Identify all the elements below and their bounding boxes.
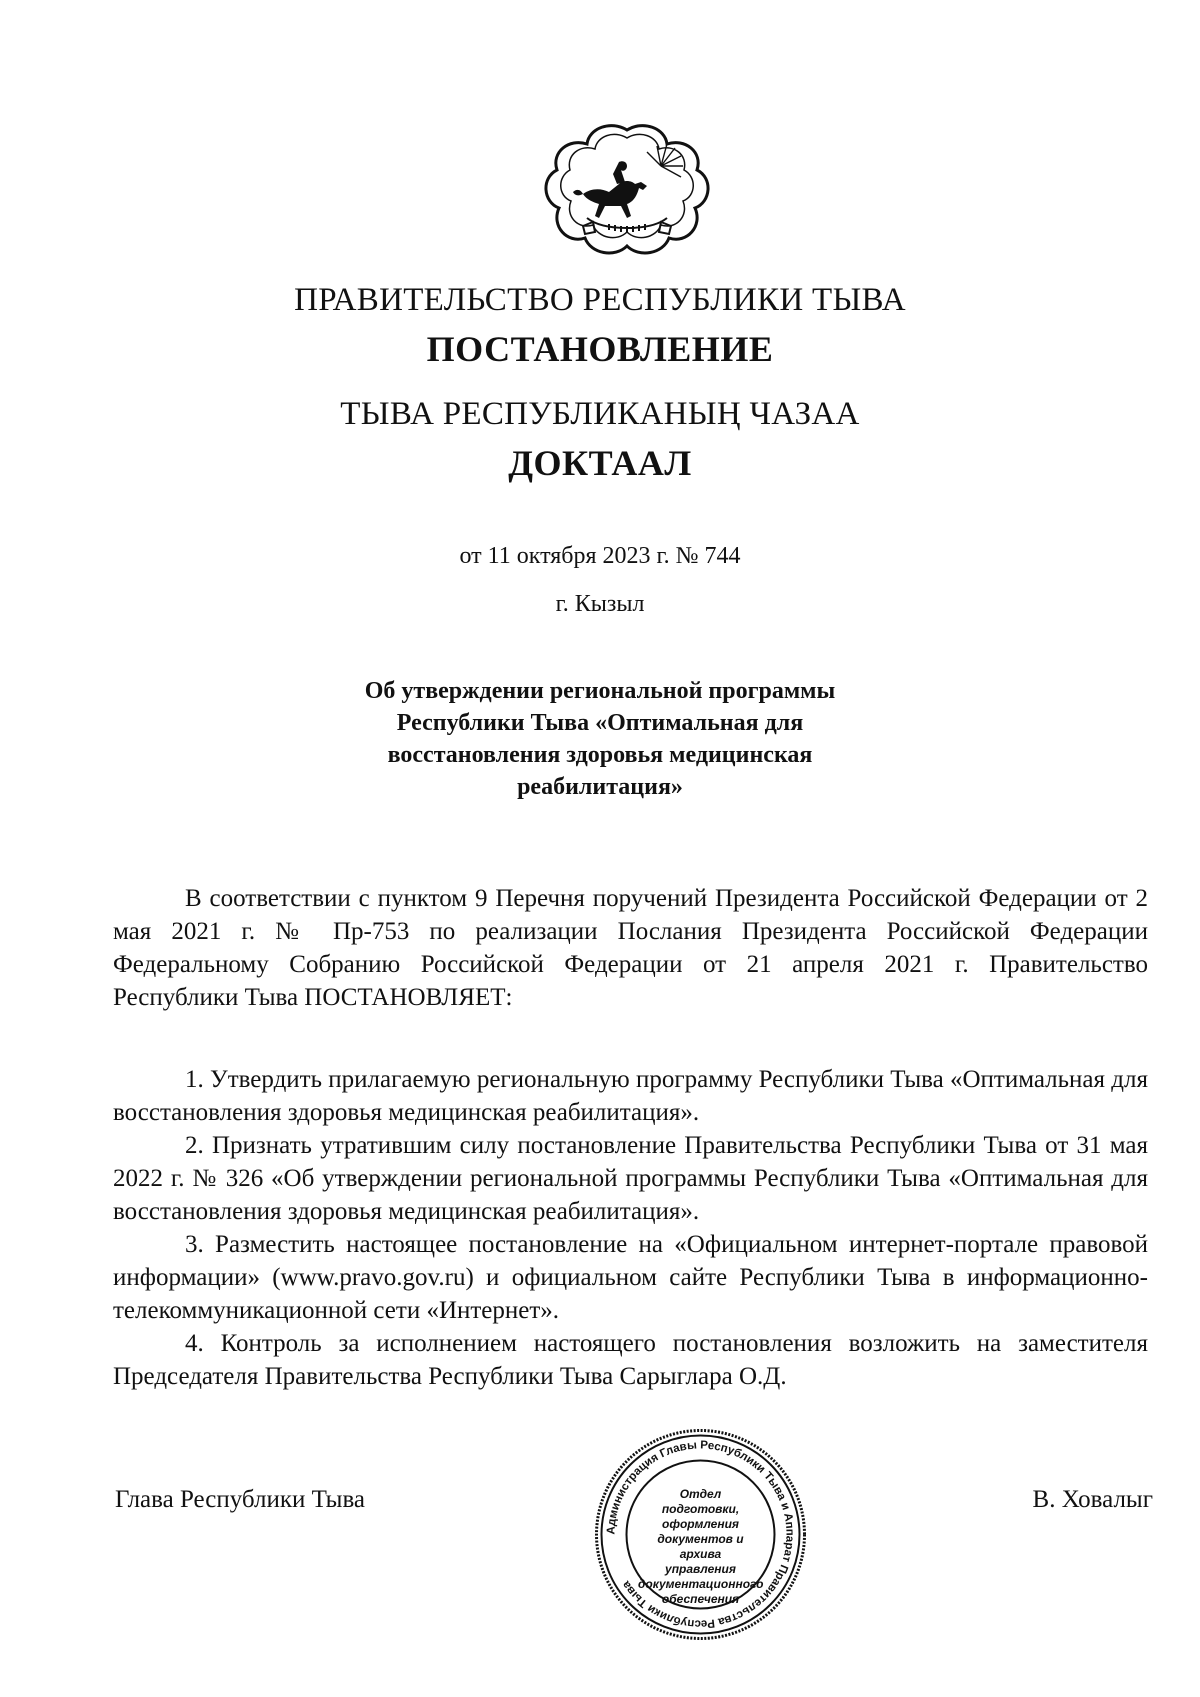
resolution-item: 4. Контроль за исполнением настоящего постановления возложить на заместителя Председателя Правительства Республики Тыва Сарыглара О.Д. [113,1330,1148,1390]
preamble [113,882,1148,1014]
title-line: восстановления здоровья медицинская [387,742,813,768]
signature-name: В. Ховалыг [1032,1486,1153,1513]
title-line: Республики Тыва «Оптимальная для [396,710,804,736]
stamp-line: документов и архива [657,1532,744,1561]
resolution-item: 1. Утвердить прилагаемую региональную программу Республики Тыва «Оптимальная для восстановления здоровья медицинская реабилитация». [113,1066,1148,1126]
resolution-items [113,1063,1148,1393]
title-line: реабилитация» [517,774,683,800]
stamp-line: Отдел [679,1487,722,1501]
resolution-item: 2. Признать утратившим силу постановление Правительства Республики Тыва от 31 мая 2022 г. № 326 «Об утверждении региональной программы Республики Тыва «Оптимальная для восстановления здоровья медицинская реабилитация». [113,1132,1148,1225]
header-doc-type-tyv: ДОКТААЛ [508,443,692,483]
title-line: Об утверждении региональной программы [364,678,836,704]
document-city: г. Кызыл [555,591,645,617]
header-doc-type-ru: ПОСТАНОВЛЕНИЕ [426,329,774,369]
header-org-ru: ПРАВИТЕЛЬСТВО РЕСПУБЛИКИ ТЫВА [294,282,906,318]
stamp-line: оформления [662,1517,739,1531]
tuva-emblem-icon [543,122,711,257]
signature-position: Глава Республики Тыва [115,1486,366,1513]
stamp-line: обеспечения [661,1592,740,1606]
header-org-tyv: ТЫВА РЕСПУБЛИКАНЫҢ ЧАЗАА [340,396,860,432]
resolution-item: 3. Разместить настоящее постановление на «Официальном интернет-портале правовой информации» (www.pravo.gov.ru) и официальном сайте Республики Тыва в информационно-телекоммуникационной сети «Интернет». [113,1231,1148,1324]
stamp-line: документационного [638,1577,764,1591]
stamp-line: управления [665,1562,736,1576]
preamble-paragraph: В соответствии с пунктом 9 Перечня поручений Президента Российской Федерации от 2 мая 2021 г. № Пр-753 по реализации Послания Президента Российской Федерации Федеральному Собранию Российской Федерации от 21 апреля 2021 г. Правительство Республики Тыва ПОСТАНОВЛЯЕТ: [113,885,1148,1011]
document-date-number: от 11 октября 2023 г. № 744 [459,543,741,569]
stamp-ring-text: Администрация Главы Республики Тыва и Аппарат Правительства Республики Тыва [605,1439,796,1630]
stamp-inner-text [638,1487,763,1607]
document-title [0,675,1200,803]
stamp-line: подготовки, [661,1502,740,1516]
